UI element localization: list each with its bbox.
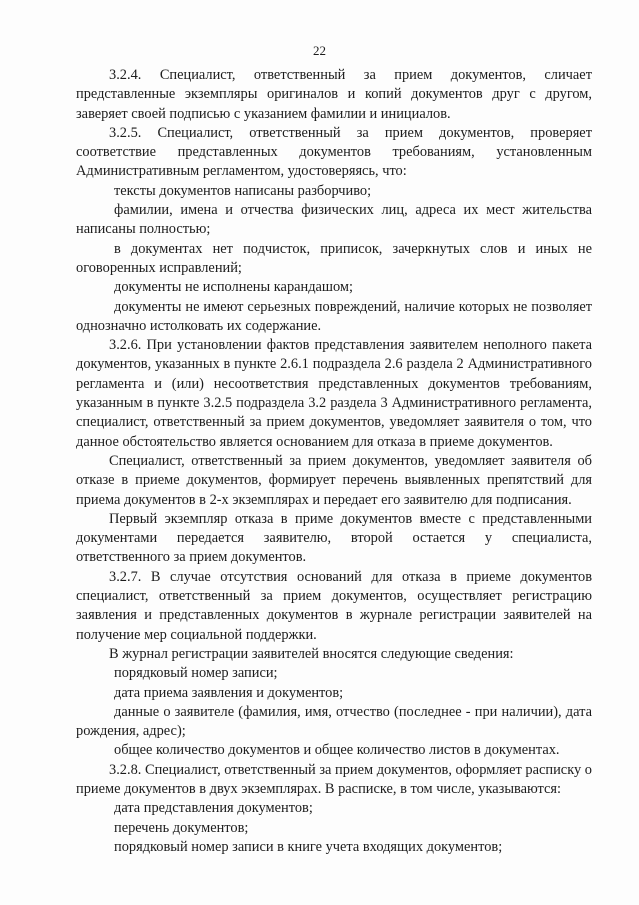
list-item: тексты документов написаны разборчиво; xyxy=(114,182,372,199)
list-item: порядковый номер записи в книге учета входящих документов; xyxy=(114,838,503,855)
page-number: 22 xyxy=(313,43,326,58)
list-item: порядковый номер записи; xyxy=(114,665,278,682)
document-body xyxy=(76,66,592,857)
paragraph-3-2-5: 3.2.5. Специалист, ответственный за прием документов, проверяет соответствие представленных документов требованиям, установленным Административным регламентом, удостоверяясь, что: xyxy=(76,124,592,180)
list-item: документы не имеют серьезных повреждений, наличие которых не позволяет однозначно истолковать их содержание. xyxy=(76,298,592,334)
list-item: общее количество документов и общее количество листов в документах. xyxy=(114,742,560,759)
paragraph: В журнал регистрации заявителей вносятся следующие сведения: xyxy=(109,645,514,662)
paragraph-3-2-6: 3.2.6. При установлении фактов представления заявителем неполного пакета документов, указанных в пункте 2.6.1 подраздела 2.6 раздела 2 Административного регламента и (или) несоответствия представленных документов требованиям, указанным в пункте 3.2.5 подраздела 3.2 раздела 3 Административного регламента, специалист, ответственный за прием документов, уведомляет заявителя о том, что данное обстоятельство является основанием для отказа в приеме документов. xyxy=(76,337,592,450)
paragraph-3-2-8: 3.2.8. Специалист, ответственный за прием документов, оформляет расписку о приеме документов в двух экземплярах. В расписке, в том числе, указываются: xyxy=(76,761,592,797)
paragraph-3-2-4: 3.2.4. Специалист, ответственный за прием документов, сличает представленные экземпляры оригиналов и копий документов друг с другом, заверяет своей подписью с указанием фамилии и инициалов. xyxy=(76,67,592,122)
list-item: в документах нет подчисток, приписок, зачеркнутых слов и иных не оговоренных исправлений; xyxy=(76,240,592,276)
list-item: дата представления документов; xyxy=(114,800,313,817)
paragraph: Первый экземпляр отказа в приме документов вместе с представленными документами передается заявителю, второй остается у специалиста, ответственного за прием документов. xyxy=(76,510,592,566)
list-item: перечень документов; xyxy=(114,819,249,836)
list-item: фамилии, имена и отчества физических лиц, адреса их мест жительства написаны полностью; xyxy=(76,202,592,238)
list-item: дата приема заявления и документов; xyxy=(114,684,344,701)
list-item: данные о заявителе (фамилия, имя, отчество (последнее - при наличии), дата рождения, адрес); xyxy=(76,703,592,740)
paragraph: Специалист, ответственный за прием документов, уведомляет заявителя об отказе в приеме документов, формирует перечень выявленных препятствий для приема документов в 2-х экземплярах и передает его заявителю для подписания. xyxy=(76,452,592,508)
paragraph-3-2-7: 3.2.7. В случае отсутствия оснований для отказа в приеме документов специалист, ответственный за прием документов, осуществляет регистрацию заявления и представленных документов в журнале регистрации заявителей на получение мер социальной поддержки. xyxy=(76,568,592,643)
list-item: документы не исполнены карандашом; xyxy=(114,279,354,296)
